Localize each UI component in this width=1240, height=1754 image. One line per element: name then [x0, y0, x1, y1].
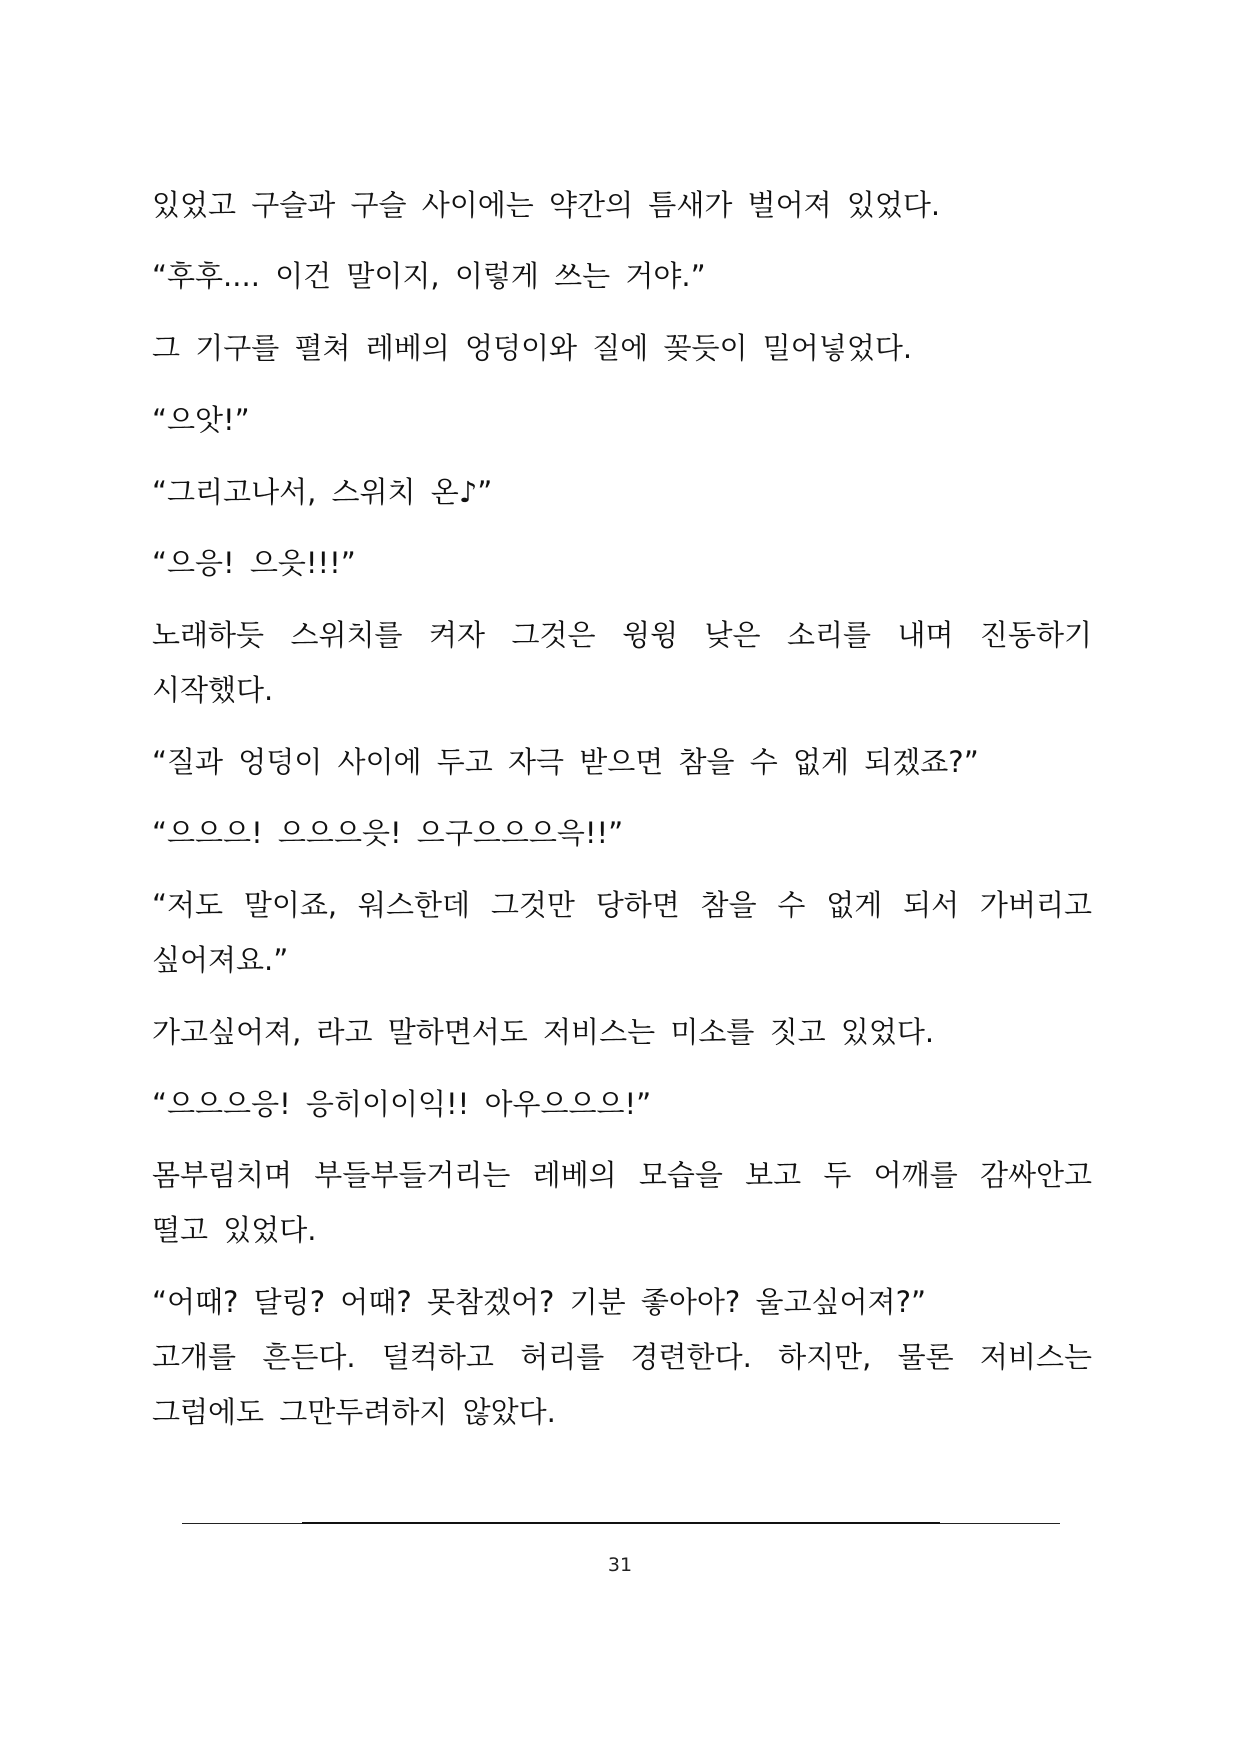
- body-line: 몸부림치며 부들부들거리는 레베의 모습을 보고 두 어깨를 감싸안고: [152, 1158, 1092, 1192]
- body-line: “으앗!”: [152, 403, 250, 437]
- body-line: “어때? 달링? 어때? 못참겠어? 기분 좋아아? 울고싶어져?”: [152, 1285, 926, 1319]
- body-line: “저도 말이죠, 워스한데 그것만 당하면 참을 수 없게 되서 가버리고: [152, 888, 1092, 922]
- body-line: 가고싶어져, 라고 말하면서도 저비스는 미소를 짓고 있었다.: [152, 1015, 935, 1049]
- body-line: “질과 엉덩이 사이에 두고 자극 받으면 참을 수 없게 되겠죠?”: [152, 745, 979, 779]
- body-line: “으응! 으읏!!!”: [152, 546, 356, 580]
- body-line: 그 기구를 펼쳐 레베의 엉덩이와 질에 꽂듯이 밀어넣었다.: [152, 331, 913, 365]
- body-line: 싶어져요.”: [152, 943, 289, 977]
- body-line: 그럼에도 그만두려하지 않았다.: [152, 1395, 556, 1429]
- page-number: 31: [607, 1554, 633, 1576]
- body-line: 있었고 구슬과 구슬 사이에는 약간의 틈새가 벌어져 있었다.: [152, 188, 941, 222]
- body-line: 노래하듯 스위치를 켜자 그것은 윙윙 낮은 소리를 내며 진동하기: [152, 618, 1092, 652]
- body-line: “그리고나서, 스위치 온♪”: [152, 475, 493, 509]
- body-line: 고개를 흔든다. 덜컥하고 허리를 경련한다. 하지만, 물론 저비스는: [152, 1340, 1092, 1374]
- body-line: 시작했다.: [152, 673, 274, 707]
- body-line: “으으으응! 응히이이익!! 아우으으으!”: [152, 1087, 652, 1121]
- footer-divider-accent: [302, 1522, 940, 1524]
- body-line: “후후.... 이건 말이지, 이렇게 쓰는 거야.”: [152, 259, 706, 293]
- body-line: “으으으! 으으으읏! 으구으으으윽!!”: [152, 816, 624, 850]
- body-line: 떨고 있었다.: [152, 1213, 317, 1247]
